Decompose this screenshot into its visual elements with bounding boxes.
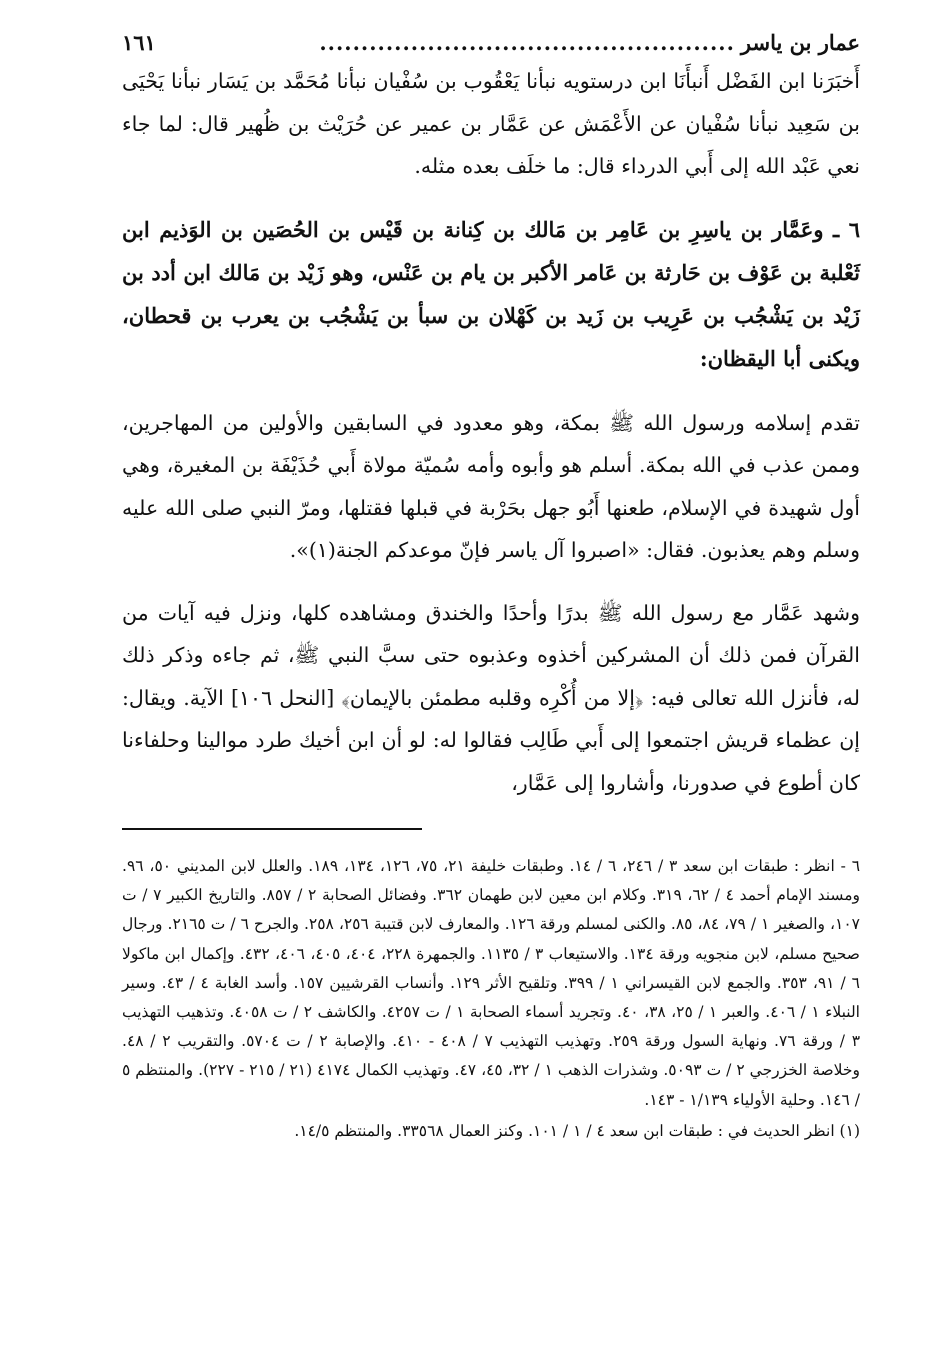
page-number: ١٦١ [122,30,156,55]
intro-paragraph: أَخبَرَنا ابن الفَضْل أَنبأَنَا ابن درستويه نبأنا يَعْقُوب بن سُفْيان نبأنا مُحَمَّد بن يَسَار نبأنا يَحْيَى بن سَعِيد نبأنا سُفْيان عن الأَعْمَش عن عَمَّار بن عمير عن حُرَيْث بن ظُهير قال: لما جاء نعي عَبْد الله إلى أَبي الدرداء قال: ما خلَف بعده مثله. [122,69,860,178]
biography-paragraph-2: وشهد عَمَّار مع رسول الله ﷺ بدرًا وأحدًا والخندق ومشاهده كلها، ونزل فيه آيات من القرآن فمن ذلك أن المشركين أخذوه وعذبوه حتى سبَّ النبي ﷺ، ثم جاءه وذكر ذلك له، فأنزل الله تعالى فيه: ﴿إلا من أُكْرِه وقلبه مطمئن بالإيمان﴾ [النحل ١٠٦] الآية. ويقال: إن عظماء قريش اجتمعوا إلى أَبي طَالِب فقالوا له: لو أن ابن أخيك طرد موالينا وحلفاءنا كان أطوع في صدورنا، وأشاروا إلى عَمَّار، [122,600,861,795]
running-header [122,28,860,60]
footnote-sources: ٦ - انظر : طبقات ابن سعد ٣ / ٢٤٦، ٦ / ١٤. وطبقات خليفة ٢١، ٧٥، ١٢٦، ١٣٤، ١٨٩. والعلل لابن المديني ٥٠، ٩٦. ومسند الإمام أحمد ٤ / ٦٢، ٣١٩. وكلام ابن معين لابن طهمان ٣٦٢. وفضائل الصحابة ٢ / ٨٥٧. والتاريخ الكبير ٧ / ت ١٠٧، والصغير ١ / ٧٩، ٨٤، ٨٥. والكنى لمسلم ورقة ١٢٦. والمعارف لابن قتيبة ٢٥٦، ٢٥٨. والجرح ٦ / ت ٢١٦٥. ورجال صحيح مسلم، لابن منجويه ورقة ١٣٤. والاستيعاب ٣ / ١١٣٥. والجمهرة ٢٢٨، ٤٠٤، ٤٠٥، ٤٠٦، ٤٣٢. وإكمال ابن ماكولا ٦ / ٩١، ٣٥٣. والجمع لابن القيسراني ١ / ٣٩٩. وتلقيح الأثر ١٢٩. وأنساب القرشيين ١٥٧. وأسد الغابة ٤ / ٤٣. وسير النبلاء ١ / ٤٠٦. والعبر ١ / ٢٥، ٣٨، ٤٠. وتجريد أسماء الصحابة ١ / ت ٤٢٥٧. والكاشف ٢ / ت ٤٠٥٨. وتذهيب التهذيب ٣ / ورقة ٧٦. ونهاية السول ورقة ٢٥٩. وتهذيب التهذيب ٧ / ٤٠٨ - ٤١٠. والإصابة ٢ / ت ٥٧٠٤. والتقريب ٢ / ٤٨. وخلاصة الخزرجي ٢ / ت ٥٠٩٣. وشذرات الذهب ١ / ٣٢، ٤٥، ٤٧. وتهذيب الكمال ٤١٧٤ (٢١ / ٢١٥ - ٢٢٧). والمنتظم ٥ / ١٤٦. وحلية الأولياء ١/١٣٩ - ١٤٣. [122,857,861,1109]
header-dot-leader: .................................................. [319,30,735,55]
footnotes [122,852,860,1146]
chapter-title: عمار بن ياسر [740,30,860,55]
footnote-separator [122,828,422,830]
footnote-1: (١) انظر الحديث في : طبقات ابن سعد ٤ / ١ / ١٠١. وكنز العمال ٣٣٥٦٨. والمنتظم ١٤/٥. [294,1121,860,1140]
biography-paragraph-1: تقدم إسلامه ورسول الله ﷺ بمكة، وهو معدود في السابقين والأولين من المهاجرين، وممن عذب في الله بمكة. أسلم هو وأبوه وأمه سُميّة مولاة أَبي حُذَيْفَة بن المغيرة، وهي أول شهيدة في الإسلام، طعنها أَبُو جهل بحَرْبة في قبلها فقتلها، ومرّ النبي صلى الله عليه وسلم وهم يعذبون. فقال: «اصبروا آل ياسر فإنّ موعدكم الجنة(١)». [122,410,860,562]
entry-heading: ٦ ـ وعَمَّار بن ياسِرِ بن عَامِر بن مَالك بن كِنانة بن قَيْس بن الحُصَين بن الوَذيم ابن ثَعْلبة بن عَوْف بن حَارثة بن عَامر الأكبر بن يام بن عَنْس، وهو زَيْد بن مَالك ابن أدد بن زَيْد بن يَشْجُب بن عَرِيب بن زَيد بن كَهْلان بن سبأ بن يَشْجُب بن يعرب بن قحطان، ويكنى أبا اليقظان: [122,216,860,371]
